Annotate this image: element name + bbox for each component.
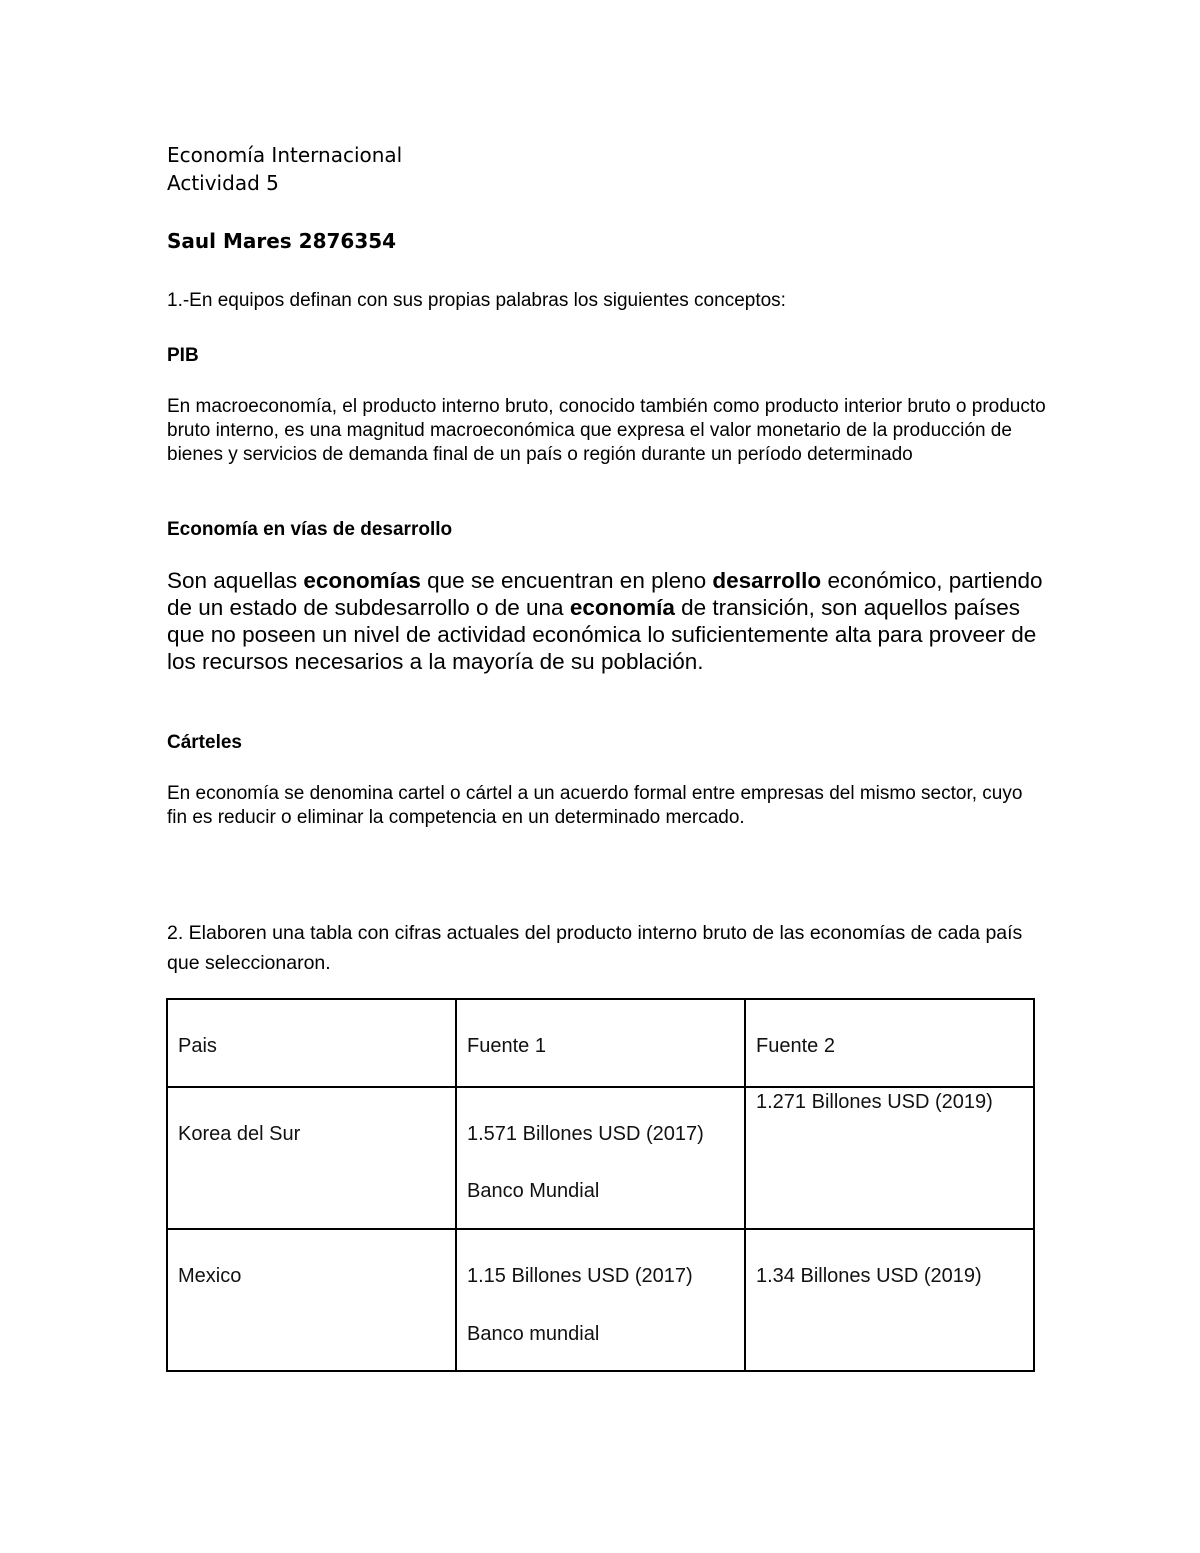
cartels-heading: Cárteles <box>167 732 242 753</box>
pib-heading: PIB <box>167 345 199 366</box>
developing-text: de transición, son aquellos países que no poseen un nivel de actividad económica lo suficientemente alta para proveer de los recursos necesarios a la mayoría de su población. <box>167 595 1037 674</box>
table-cell <box>745 1229 1034 1371</box>
table-row <box>167 1087 1034 1229</box>
header-cell <box>167 999 456 1087</box>
source2-value: 1.271 Billones USD (2019) <box>756 1091 993 1113</box>
author-line: Saul Mares 2876354 <box>167 229 397 253</box>
developing-heading: Economía en vías de desarrollo <box>167 519 453 540</box>
developing-text: Son aquellas <box>167 568 304 593</box>
developing-definition <box>167 567 1047 675</box>
table-cell <box>745 1087 1034 1229</box>
source1-origin: Banco mundial <box>467 1323 600 1345</box>
source2-value: 1.34 Billones USD (2019) <box>756 1265 982 1287</box>
source1-origin: Banco Mundial <box>467 1180 600 1202</box>
question-2: 2. Elaboren una tabla con cifras actuales del producto interno bruto de las economías de cada país que seleccionaron. <box>167 922 1023 974</box>
question-1: 1.-En equipos definan con sus propias palabras los siguientes conceptos: <box>167 290 786 311</box>
developing-bold-term: economía <box>569 595 675 620</box>
developing-bold-term: desarrollo <box>712 568 822 593</box>
table-cell <box>456 1229 745 1371</box>
table-cell <box>167 1087 456 1229</box>
developing-text: económico, partiendo de un estado de subdesarrollo o de una <box>167 568 1043 620</box>
developing-bold-term: economías <box>303 568 421 593</box>
country-name: Mexico <box>178 1265 242 1287</box>
table-row <box>167 1229 1034 1371</box>
activity-label: Actividad 5 <box>167 171 279 195</box>
header-pais: Pais <box>178 1035 217 1057</box>
source1-value: 1.571 Billones USD (2017) <box>467 1123 704 1145</box>
cartels-definition: En economía se denomina cartel o cártel a un acuerdo formal entre empresas del mismo sector, cuyo fin es reducir o eliminar la competencia en un determinado mercado. <box>167 783 1023 828</box>
table-cell <box>456 1087 745 1229</box>
header-cell <box>456 999 745 1087</box>
gdp-table <box>166 998 1035 1372</box>
table-header-row <box>167 999 1034 1087</box>
header-cell <box>745 999 1034 1087</box>
pib-definition: En macroeconomía, el producto interno bruto, conocido también como producto interior bruto o producto bruto interno, es una magnitud macroeconómica que expresa el valor monetario de la producción de bienes y servicios de demanda final de un país o región durante un período determinado <box>167 396 1046 465</box>
table-cell <box>167 1229 456 1371</box>
source1-value: 1.15 Billones USD (2017) <box>467 1265 693 1287</box>
document-title: Economía Internacional <box>167 143 403 167</box>
header-fuente-1: Fuente 1 <box>467 1035 546 1057</box>
developing-text: que se encuentran en pleno <box>420 568 713 593</box>
country-name: Korea del Sur <box>178 1123 301 1145</box>
header-fuente-2: Fuente 2 <box>756 1035 835 1057</box>
